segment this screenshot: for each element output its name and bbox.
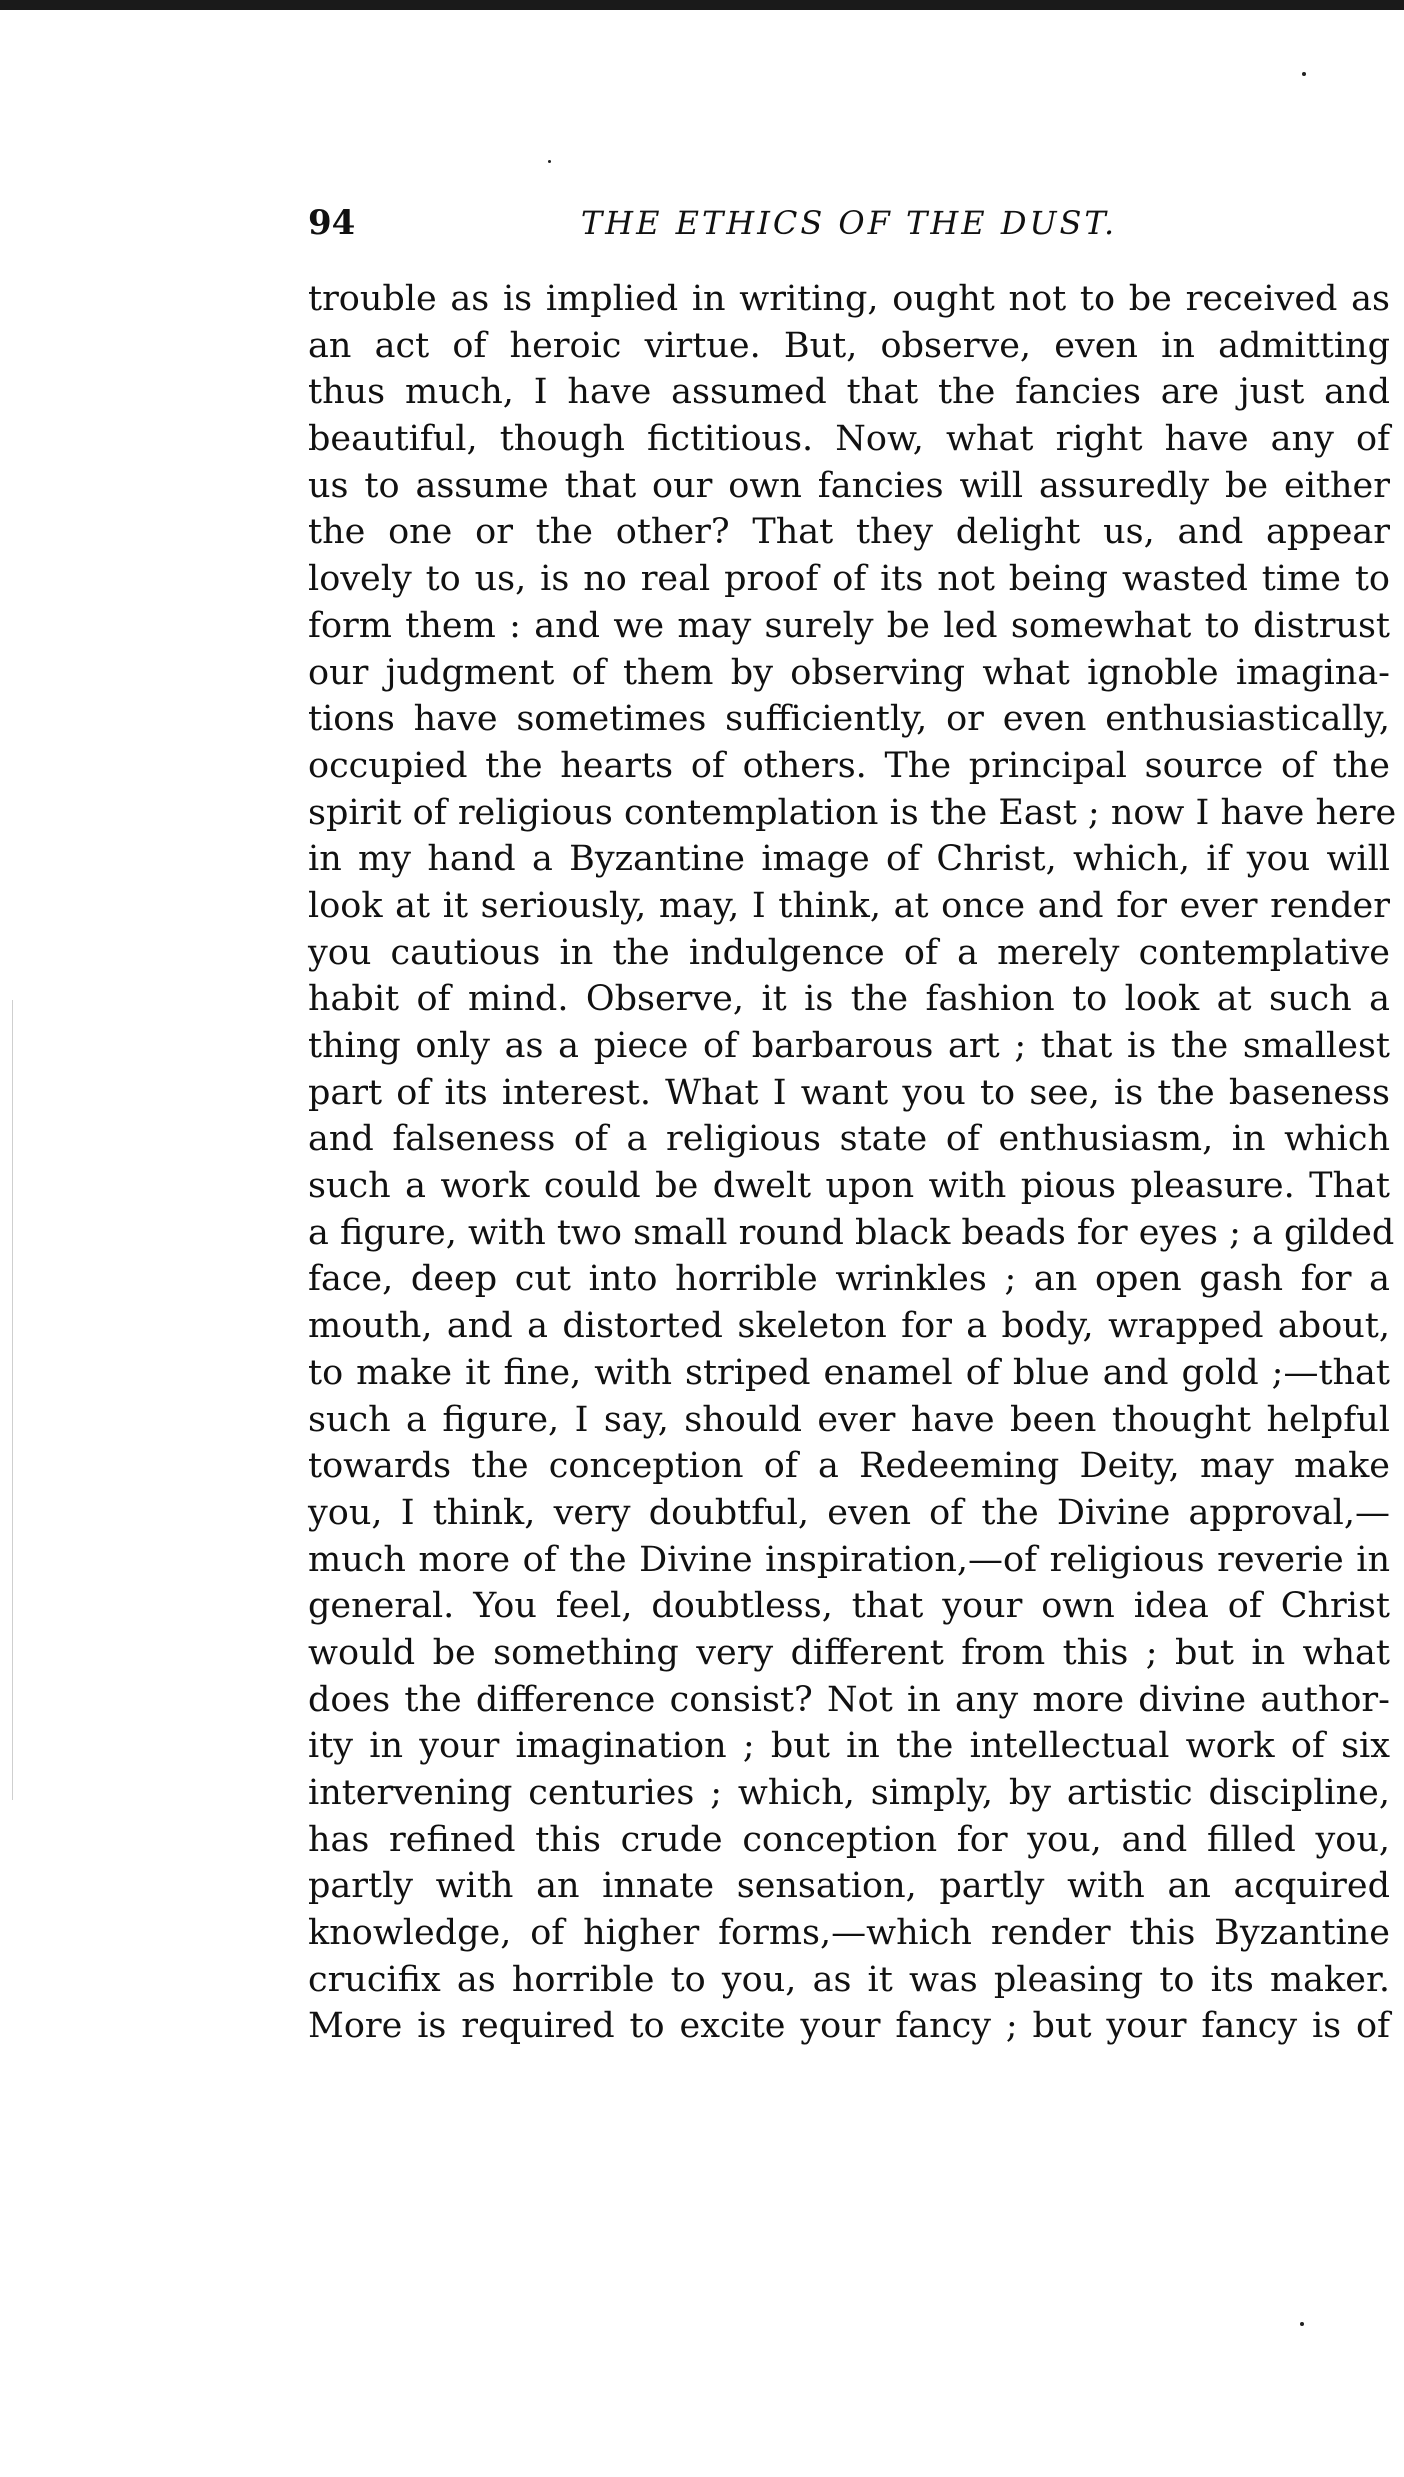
text-line: crucifix as horrible to you, as it was pleasing to its maker. — [308, 1959, 1390, 2000]
page-top-edge — [0, 0, 1404, 10]
text-line: ity in your imagination ; but in the intellectual work of six — [308, 1726, 1390, 1767]
text-line: occupied the hearts of others. The principal source of the — [308, 745, 1390, 786]
body-text — [308, 276, 1397, 2050]
text-line: More is required to excite your fancy ; but your fancy is of — [308, 2006, 1390, 2047]
page-header — [308, 198, 1390, 248]
text-line: such a work could be dwelt upon with pious pleasure. That — [308, 1166, 1390, 1207]
text-line: intervening centuries ; which, simply, by artistic discipline, — [308, 1773, 1390, 1813]
text-line: does the difference consist? Not in any more divine author- — [308, 1679, 1390, 1720]
text-line: a figure, with two small round black beads for eyes ; a gilded — [308, 1212, 1395, 1253]
text-line: has refined this crude conception for you, and filled you, — [308, 1819, 1390, 1860]
text-line: tions have sometimes sufficiently, or even enthusiastically, — [308, 699, 1390, 740]
text-line: lovely to us, is no real proof of its not being wasted time to — [308, 559, 1390, 600]
running-title: THE ETHICS OF THE DUST. — [580, 204, 1118, 242]
paper-speck — [548, 160, 551, 163]
text-line: our judgment of them by observing what ignoble imagina- — [308, 652, 1390, 693]
page-number: 94 — [308, 203, 356, 243]
text-line: such a figure, I say, should ever have been thought helpful — [308, 1399, 1390, 1440]
text-line: beautiful, though fictitious. Now, what right have any of — [308, 419, 1390, 460]
text-line: the one or the other? That they delight us, and appear — [308, 512, 1390, 553]
text-line: mouth, and a distorted skeleton for a body, wrapped about, — [308, 1306, 1390, 1347]
text-line: thing only as a piece of barbarous art ; that is the smallest — [308, 1026, 1390, 1066]
paper-speck — [1300, 2322, 1304, 2326]
text-line: would be something very different from this ; but in what — [308, 1632, 1390, 1673]
text-line: spirit of religious contemplation is the East ; now I have here — [308, 792, 1397, 833]
text-line: form them : and we may surely be led somewhat to distrust — [308, 605, 1390, 646]
text-line: part of its interest. What I want you to see, is the baseness — [308, 1072, 1390, 1113]
paper-speck — [1302, 72, 1306, 76]
text-line: you, I think, very doubtful, even of the Divine approval,— — [308, 1492, 1390, 1533]
text-line: partly with an innate sensation, partly with an acquired — [308, 1866, 1390, 1907]
text-line: us to assume that our own fancies will assuredly be either — [308, 465, 1390, 506]
text-line: an act of heroic virtue. But, observe, even in admitting — [308, 325, 1390, 366]
text-line: in my hand a Byzantine image of Christ, which, if you will — [308, 839, 1390, 880]
text-line: you cautious in the indulgence of a merely contemplative — [308, 932, 1390, 973]
text-line: trouble as is implied in writing, ought not to be received as — [308, 279, 1390, 319]
margin-shadow-line — [12, 1000, 13, 1800]
text-line: towards the conception of a Redeeming Deity, may make — [308, 1446, 1390, 1487]
text-line: thus much, I have assumed that the fancies are just and — [308, 372, 1390, 413]
text-line: general. You feel, doubtless, that your own idea of Christ — [308, 1586, 1390, 1627]
text-line: face, deep cut into horrible wrinkles ; an open gash for a — [308, 1259, 1390, 1300]
text-line: look at it seriously, may, I think, at once and for ever render — [308, 885, 1390, 926]
text-line: much more of the Divine inspiration,—of religious reverie in — [308, 1539, 1390, 1580]
text-line: knowledge, of higher forms,—which render this Byzantine — [308, 1913, 1390, 1954]
text-line: and falseness of a religious state of enthusiasm, in which — [308, 1119, 1390, 1160]
text-line: to make it fine, with striped enamel of blue and gold ;—that — [308, 1352, 1390, 1393]
text-line: habit of mind. Observe, it is the fashion to look at such a — [308, 979, 1390, 1020]
